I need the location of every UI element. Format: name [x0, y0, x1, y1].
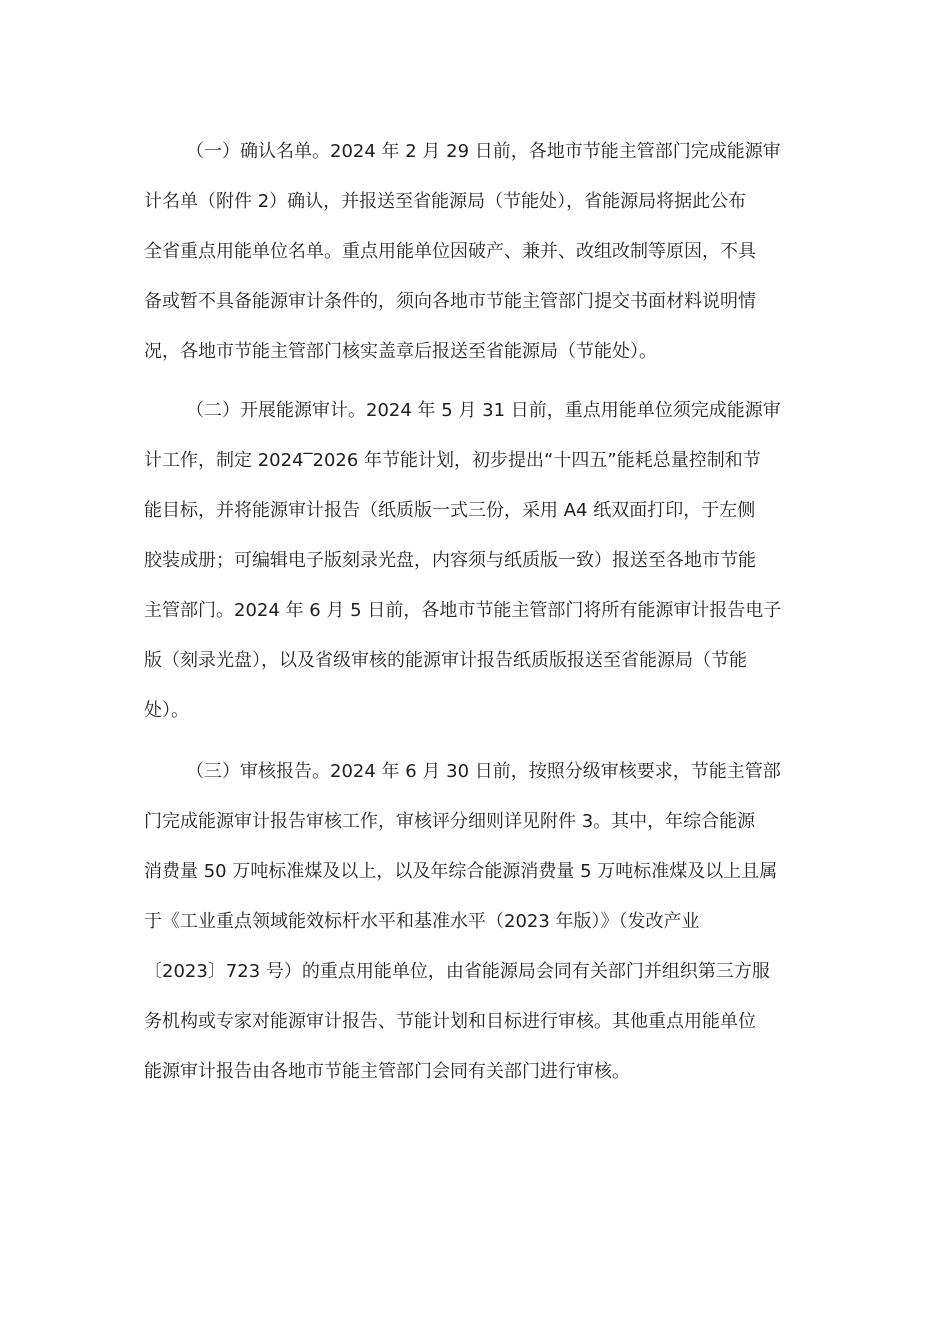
paragraph-line: 能目标，并将能源审计报告（纸质版一式三份，采用 A4 纸双面打印，于左侧 [144, 500, 756, 521]
paragraph-line: 版（刻录光盘），以及省级审核的能源审计报告纸质版报送至省能源局（节能 [144, 650, 747, 671]
paragraph-confirm-list [144, 127, 814, 377]
paragraph-line: 门完成能源审计报告审核工作，审核评分细则详见附件 3。其中，年综合能源 [144, 811, 756, 832]
paragraph-line: 于《工业重点领域能效标杆水平和基准水平（2023 年版）》（发改产业 [144, 911, 700, 932]
paragraph-energy-audit [144, 386, 814, 736]
paragraph-line: 计名单（附件 2）确认，并报送至省能源局（节能处），省能源局将据此公布 [144, 191, 747, 212]
paragraph-line: 胶装成册；可编辑电子版刻录光盘，内容须与纸质版一致）报送至各地市节能 [144, 550, 756, 571]
paragraph-line: 全省重点用能单位名单。重点用能单位因破产、兼并、改组改制等原因，不具 [144, 241, 756, 262]
paragraph-line: （二）开展能源审计。2024 年 5 月 31 日前，重点用能单位须完成能源审 [186, 400, 781, 421]
paragraph-review-report [144, 747, 814, 1097]
paragraph-line: 备或暂不具备能源审计条件的，须向各地市节能主管部门提交书面材料说明情 [144, 291, 756, 312]
paragraph-line: （一）确认名单。2024 年 2 月 29 日前，各地市节能主管部门完成能源审 [186, 141, 781, 162]
paragraph-line: 消费量 50 万吨标准煤及以上，以及年综合能源消费量 5 万吨标准煤及以上且属 [144, 861, 778, 882]
paragraph-line: （三）审核报告。2024 年 6 月 30 日前，按照分级审核要求，节能主管部 [186, 761, 781, 782]
paragraph-line: 计工作，制定 2024‾2026 年节能计划，初步提出“十四五”能耗总量控制和节 [144, 450, 761, 471]
paragraph-line: 况，各地市节能主管部门核实盖章后报送至省能源局（节能处）。 [144, 341, 657, 362]
paragraph-line: 〔2023〕723 号）的重点用能单位，由省能源局会同有关部门并组织第三方服 [144, 961, 770, 982]
paragraph-line: 务机构或专家对能源审计报告、节能计划和目标进行审核。其他重点用能单位 [144, 1011, 756, 1032]
paragraph-line: 处）。 [144, 700, 189, 721]
paragraph-line: 能源审计报告由各地市节能主管部门会同有关部门进行审核。 [144, 1061, 630, 1082]
paragraph-line: 主管部门。2024 年 6 月 5 日前，各地市节能主管部门将所有能源审计报告电子 [144, 600, 782, 621]
